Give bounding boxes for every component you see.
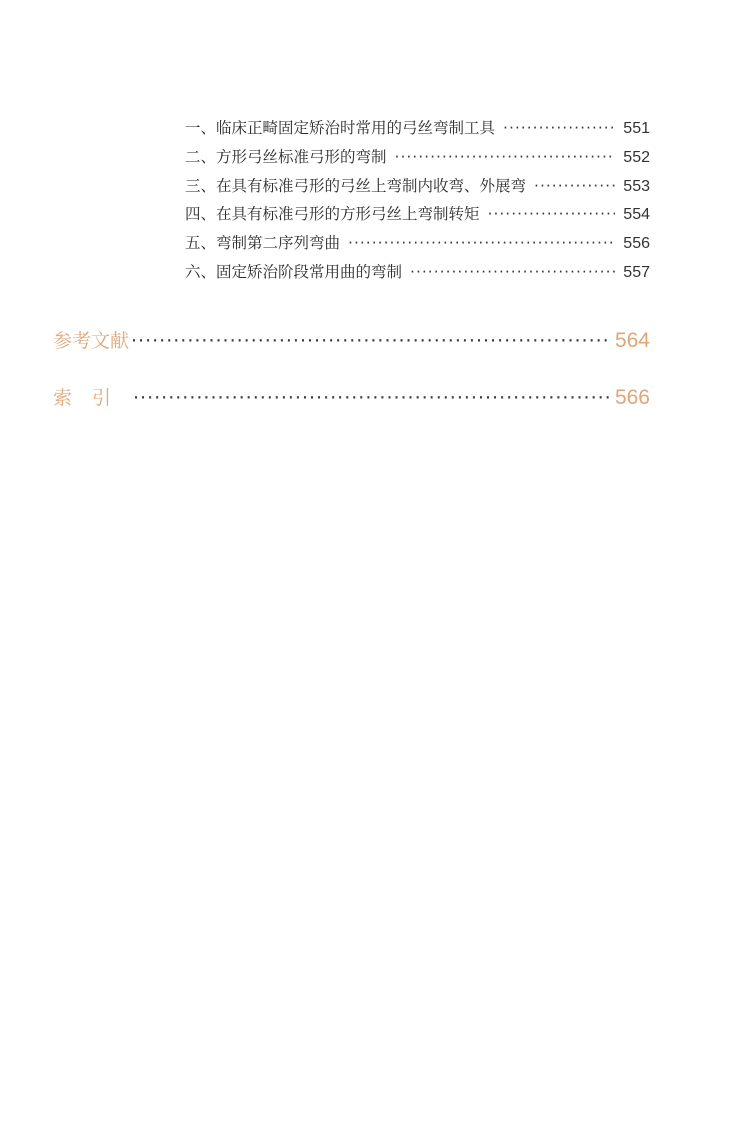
toc-entry-references[interactable] <box>53 326 650 353</box>
dot-leader <box>348 234 615 252</box>
toc-entry-title: 六、固定矫治阶段常用曲的弯制 <box>185 262 403 281</box>
dot-leader <box>131 330 609 352</box>
toc-entry[interactable] <box>185 202 650 231</box>
index-title: 索引 <box>53 387 132 409</box>
dot-leader <box>133 387 609 409</box>
toc-entry[interactable] <box>185 260 650 289</box>
sub-entry-list <box>185 116 650 289</box>
dot-leader <box>410 263 615 281</box>
toc-entry[interactable] <box>185 174 650 203</box>
toc-entry-page: 552 <box>623 148 650 166</box>
references-title: 参考文献 <box>53 330 130 352</box>
toc-entry-title: 二、方形弓丝标准弓形的弯制 <box>185 147 387 166</box>
index-page: 566 <box>614 386 650 409</box>
toc-entry[interactable] <box>185 116 650 145</box>
dot-leader <box>503 119 615 137</box>
dot-leader <box>488 205 616 223</box>
toc-entry-title: 一、临床正畸固定矫治时常用的弓丝弯制工具 <box>185 119 496 137</box>
toc-entry-page: 553 <box>623 177 650 195</box>
toc-entry-page: 556 <box>623 235 650 253</box>
toc-entry[interactable] <box>185 145 650 174</box>
references-page: 564 <box>614 329 650 352</box>
toc-entry-title: 四、在具有标准弓形的方形弓丝上弯制转矩 <box>185 205 480 224</box>
toc-entry[interactable] <box>185 231 650 260</box>
dot-leader <box>395 148 616 166</box>
toc-entry-page: 554 <box>623 206 650 224</box>
toc-entry-title: 三、在具有标准弓形的弓丝上弯制内收弯、外展弯 <box>185 176 527 195</box>
toc-entry-page: 557 <box>623 263 650 281</box>
toc-entry-title: 五、弯制第二序列弯曲 <box>185 234 341 253</box>
dot-leader <box>534 177 615 195</box>
toc-entry-page: 551 <box>623 120 650 137</box>
toc-entry-index[interactable] <box>53 383 650 410</box>
